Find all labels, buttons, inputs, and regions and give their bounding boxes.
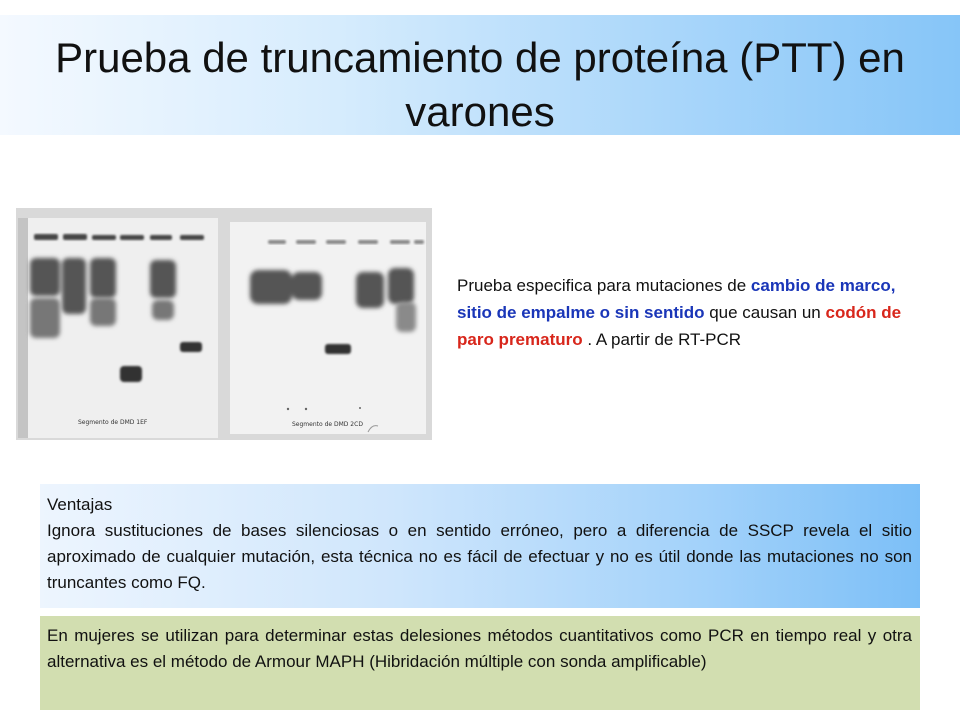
mujeres-box — [40, 616, 920, 710]
description-text-3: . A partir de RT-PCR — [582, 330, 742, 349]
description-text-2: que causan un — [704, 303, 826, 322]
right-panel-caption: Segmento de DMD 2CD — [292, 421, 363, 428]
page-title: Prueba de truncamiento de proteína (PTT) en varones — [55, 34, 905, 135]
description-text-1: Prueba especifica para mutaciones de — [457, 276, 751, 295]
description-highlight-blue: cambio de marco, sitio de empalme o sin sentido — [457, 276, 896, 322]
title-band — [0, 15, 960, 135]
right-gel-panel — [230, 222, 426, 434]
left-panel-caption: Segmento de DMD 1EF — [78, 419, 148, 426]
ventajas-heading: Ventajas — [47, 495, 113, 514]
ventajas-body: Ignora sustituciones de bases silenciosas o en sentido erróneo, pero a diferencia de SSCP revela el sitio aproximado de cualquier mutación, esta técnica no es fácil de efectuar y no es útil donde las mutaciones no son truncantes como FQ. — [47, 521, 912, 592]
left-gel-panel — [18, 218, 218, 438]
gel-electrophoresis-image — [16, 208, 432, 440]
ventajas-box — [40, 484, 920, 608]
description-highlight-red: codón de paro prematuro — [457, 303, 902, 349]
mujeres-body: En mujeres se utilizan para determinar estas delesiones métodos cuantitativos como PCR en tiempo real y otra alternativa es el método de Armour MAPH (Hibridación múltiple con sonda amplificable) — [47, 626, 912, 671]
description-paragraph — [457, 272, 907, 353]
